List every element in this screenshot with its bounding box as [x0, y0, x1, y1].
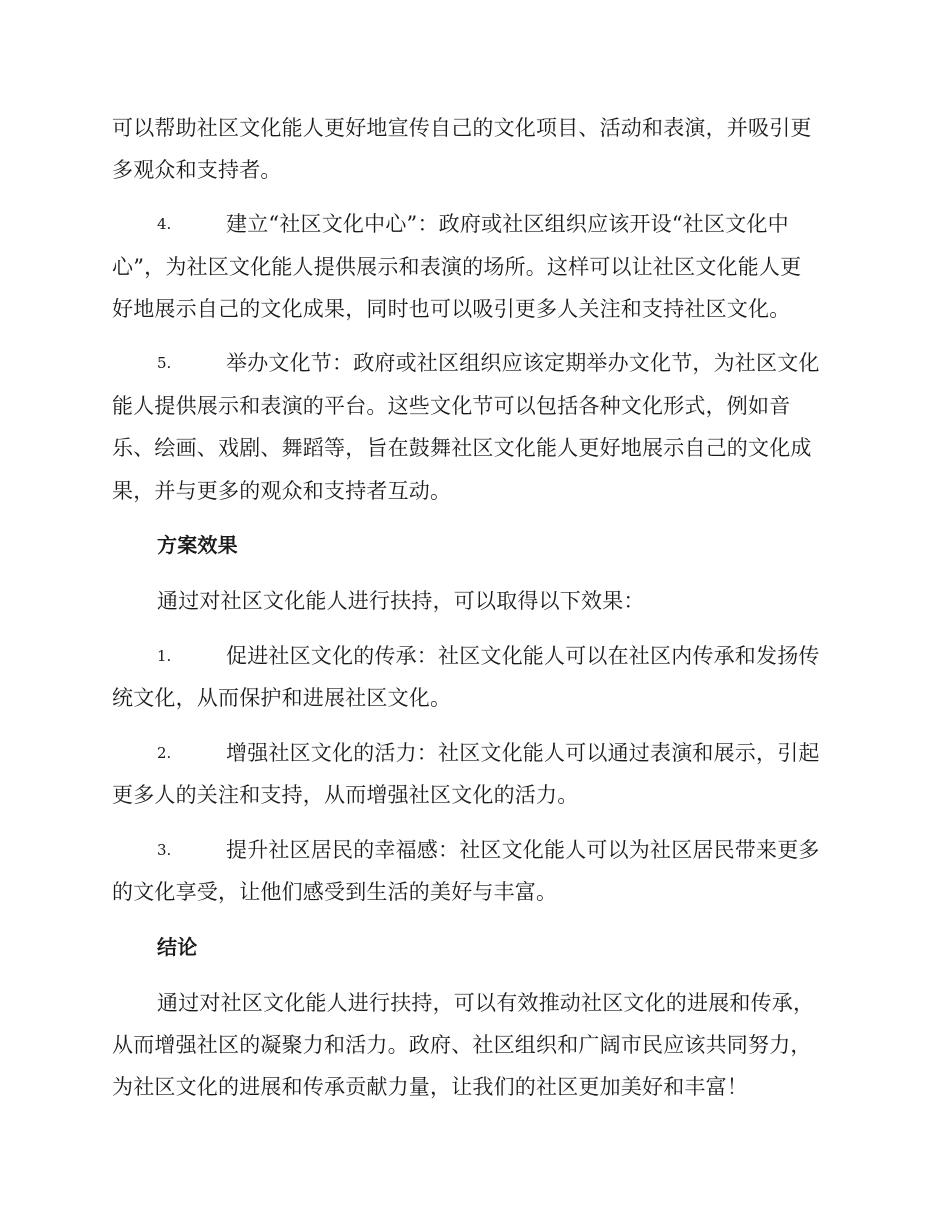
paragraph-line: 更多人的关注和支持，从而增强社区文化的活力。	[112, 783, 579, 807]
paragraph-line: 的文化享受，让他们感受到生活的美好与丰富。	[112, 880, 558, 904]
list-item-text: 建立“社区文化中心”：政府或社区组织应该开设“社区文化中	[226, 212, 789, 236]
paragraph-line: 通过对社区文化能人进行扶持，可以取得以下效果：	[157, 589, 645, 613]
paragraph-line: 乐、绘画、戏剧、舞蹈等，旨在鼓舞社区文化能人更好地展示自己的文化成	[112, 436, 812, 460]
list-number: 4.	[157, 215, 172, 233]
list-item-text: 提升社区居民的幸福感：社区文化能人可以为社区居民带来更多	[226, 838, 820, 862]
list-number: 1.	[157, 647, 172, 665]
list-number: 3.	[157, 841, 172, 859]
list-item-text: 促进社区文化的传承：社区文化能人可以在社区内传承和发扬传	[226, 644, 820, 668]
paragraph-line: 从而增强社区的凝聚力和活力。政府、社区组织和广阔市民应该共同努力，	[112, 1033, 812, 1057]
paragraph-line: 果，并与更多的观众和支持者互动。	[112, 479, 452, 503]
paragraph-line: 统文化，从而保护和进展社区文化。	[112, 686, 452, 710]
paragraph-line: 为社区文化的进展和传承贡献力量，让我们的社区更加美好和丰富！	[112, 1075, 748, 1099]
paragraph-line: 通过对社区文化能人进行扶持，可以有效推动社区文化的进展和传承，	[157, 991, 815, 1015]
paragraph-line: 好地展示自己的文化成果，同时也可以吸引更多人关注和支持社区文化。	[112, 297, 791, 321]
list-number: 5.	[157, 354, 172, 372]
list-item-text: 举办文化节：政府或社区组织应该定期举办文化节，为社区文化	[226, 351, 820, 375]
paragraph-line: 能人提供展示和表演的平台。这些文化节可以包括各种文化形式，例如音	[112, 394, 791, 418]
section-heading: 结论	[157, 935, 198, 959]
paragraph-line: 可以帮助社区文化能人更好地宣传自己的文化项目、活动和表演，并吸引更	[112, 116, 812, 140]
paragraph-line: 心”，为社区文化能人提供展示和表演的场所。这样可以让社区文化能人更	[112, 255, 802, 279]
section-heading: 方案效果	[157, 533, 238, 557]
list-item-text: 增强社区文化的活力：社区文化能人可以通过表演和展示，引起	[226, 741, 820, 765]
paragraph-line: 多观众和支持者。	[112, 158, 282, 182]
list-number: 2.	[157, 744, 172, 762]
